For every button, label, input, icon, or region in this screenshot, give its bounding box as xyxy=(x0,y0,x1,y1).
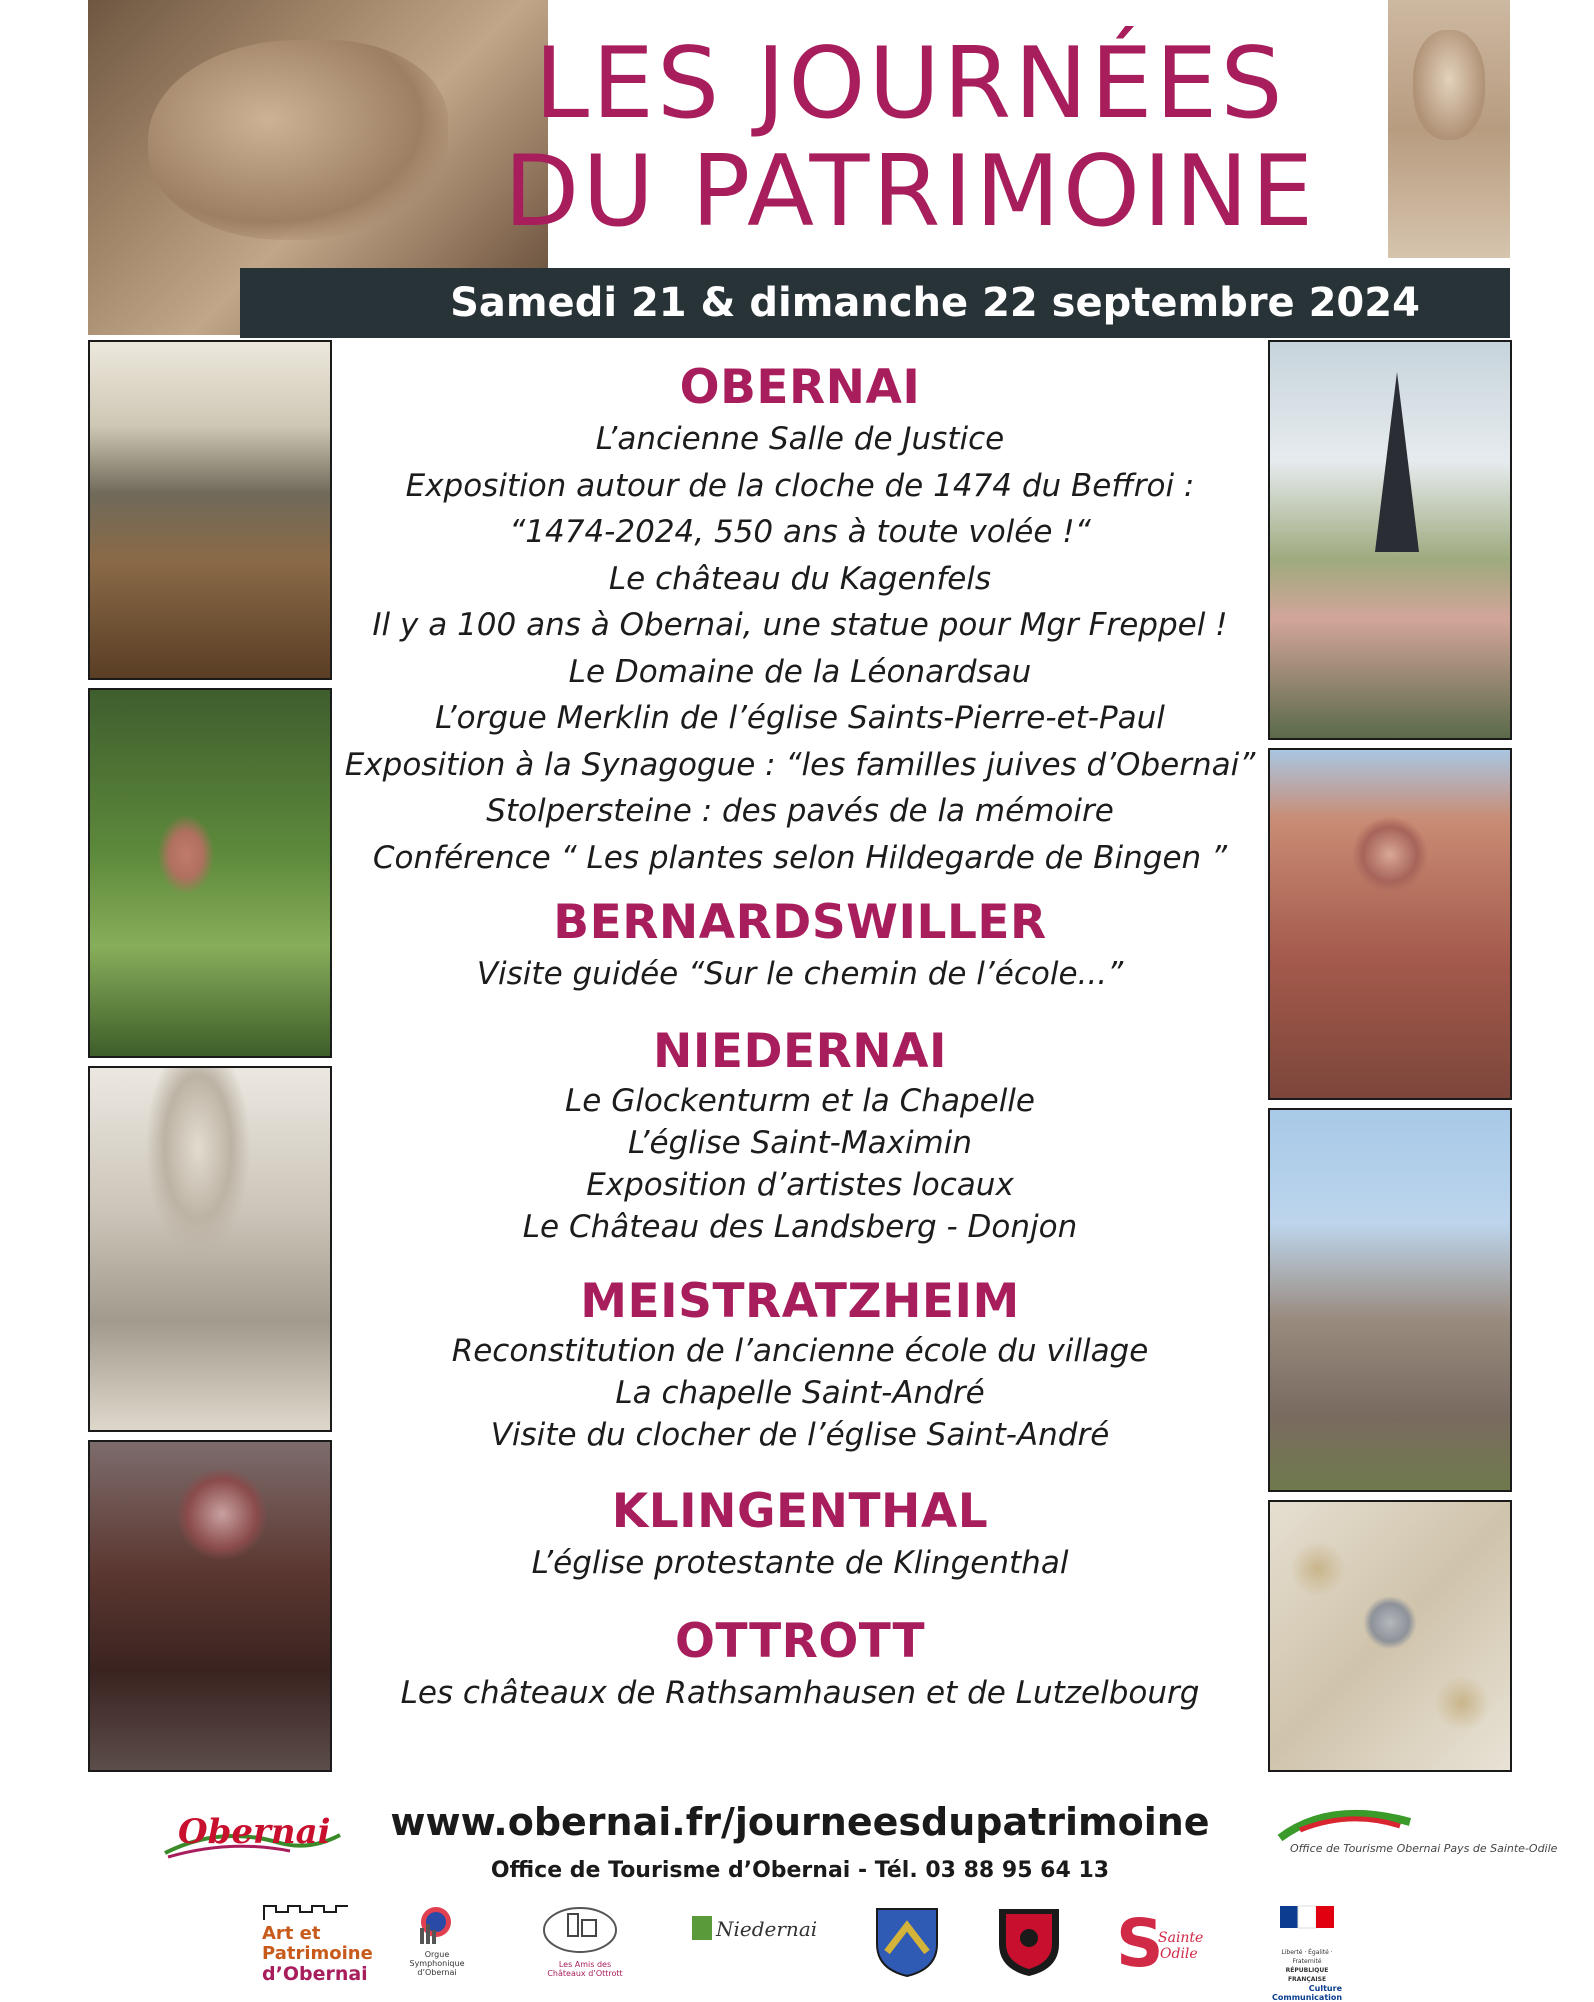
castle-tower-photo xyxy=(1268,1108,1512,1492)
svg-text:Odile: Odile xyxy=(1160,1946,1198,1962)
orgue-symphonique-logo xyxy=(402,1904,472,1984)
event-list xyxy=(340,1330,1260,1456)
town-name: MEISTRATZHEIM xyxy=(580,1273,1020,1329)
town-name: OTTROTT xyxy=(675,1614,925,1669)
pays-sainte-odile-logo xyxy=(1114,1904,1214,1984)
event-list xyxy=(340,1540,1260,1587)
title-line-2: DU PATRIMOINE xyxy=(503,135,1317,249)
obernai-wordmark: Obernai xyxy=(178,1812,331,1852)
coat-of-arms-red xyxy=(994,1904,1066,1984)
event-item: Exposition autour de la cloche de 1474 du Beffroi : xyxy=(405,467,1195,504)
culture-label: Culture Communication xyxy=(1272,1984,1343,2002)
event-item: Exposition d’artistes locaux xyxy=(586,1166,1014,1203)
svg-text:Sainte: Sainte xyxy=(1158,1930,1204,1946)
event-item: L’orgue Merklin de l’église Saints-Pierre-et-Paul xyxy=(435,700,1165,736)
event-item: Le Glockenturm et la Chapelle xyxy=(565,1082,1035,1119)
event-item: Visite guidée “Sur le chemin de l’école...” xyxy=(476,956,1124,992)
rf-motto: Liberté · Égalité · Fraternité xyxy=(1281,1949,1333,1965)
battlement-icon xyxy=(262,1904,352,1920)
french-flag-marianne xyxy=(1272,1904,1342,1944)
organ-emblem-icon xyxy=(402,1904,462,1946)
event-item: Exposition à la Synagogue : “les familles juives d’Obernai” xyxy=(344,746,1256,783)
town-section-niedernai xyxy=(340,1024,1260,1248)
town-name: OBERNAI xyxy=(679,360,921,415)
svg-text:S: S xyxy=(1116,1905,1164,1978)
rf-name: RÉPUBLIQUE FRANÇAISE xyxy=(1285,1967,1329,1983)
castle-sketch-icon xyxy=(540,1904,620,1956)
obernai-logo-mark xyxy=(160,1805,350,1865)
republique-francaise-logo xyxy=(1272,1904,1343,2002)
event-item: Le château du Kagenfels xyxy=(608,560,992,597)
obernai-logo xyxy=(160,1805,350,1865)
event-list xyxy=(340,416,1260,881)
art-patrimoine-name xyxy=(262,1923,373,1985)
mgr-freppel-portrait xyxy=(88,1066,332,1432)
niedernai-crest xyxy=(690,1904,820,1954)
ap-line-2: Patrimoine xyxy=(262,1943,373,1964)
orgue-label: Orgue Symphonique d’Obernai xyxy=(409,1950,465,1977)
event-item: L’église protestante de Klingenthal xyxy=(531,1544,1069,1581)
ap-line-3: d’Obernai xyxy=(262,1963,368,1985)
town-section-ottrott xyxy=(340,1614,1260,1717)
event-list xyxy=(340,1080,1260,1248)
niedernai-logo xyxy=(690,1904,820,1984)
church-steeple-photo xyxy=(1268,340,1512,740)
event-item: Le Domaine de la Léonardsau xyxy=(568,653,1032,690)
coat-of-arms-blue xyxy=(872,1904,944,1984)
event-item: Les châteaux de Rathsamhausen et de Lutzelbourg xyxy=(400,1675,1200,1711)
chateaux-label: Les Amis des Châteaux d’Ottrott xyxy=(547,1960,623,1978)
red-shield-icon xyxy=(994,1904,1064,1978)
event-item: L’église Saint-Maximin xyxy=(627,1124,973,1161)
title-line-1: LES JOURNÉES xyxy=(534,27,1286,141)
tourism-office-swoosh xyxy=(1270,1800,1420,1844)
town-section-meistratzheim xyxy=(340,1274,1260,1456)
event-item: Il y a 100 ans à Obernai, une statue pour Mgr Freppel ! xyxy=(372,607,1228,643)
event-dates: Samedi 21 & dimanche 22 septembre 2024 xyxy=(450,280,1420,326)
ap-line-1: Art et xyxy=(262,1923,321,1944)
town-section-obernai xyxy=(340,360,1260,881)
event-list xyxy=(340,1670,1260,1717)
event-item: “1474-2024, 550 ans à toute volée !“ xyxy=(509,514,1091,550)
website-link[interactable]: www.obernai.fr/journeesdupatrimoine xyxy=(390,1800,1210,1844)
leonardsau-manor-photo xyxy=(88,688,332,1058)
town-name: KLINGENTHAL xyxy=(611,1483,989,1539)
church-facade-photo xyxy=(1268,748,1512,1100)
town-name: BERNARDSWILLER xyxy=(553,895,1047,950)
old-classroom-photo xyxy=(88,340,332,680)
event-item: Le Château des Landsberg - Donjon xyxy=(522,1208,1078,1245)
carved-face-photo xyxy=(1388,0,1510,258)
date-band xyxy=(240,268,1510,338)
event-item: La chapelle Saint-André xyxy=(615,1374,985,1411)
page-title xyxy=(430,27,1390,249)
event-item: Stolpersteine : des pavés de la mémoire xyxy=(486,793,1114,829)
tourism-office-label: Office de Tourisme Obernai Pays de Sainte-Odile xyxy=(1290,1842,1558,1855)
event-item: Reconstitution de l’ancienne école du village xyxy=(451,1332,1149,1369)
event-item: Conférence “ Les plantes selon Hildegarde de Bingen ” xyxy=(372,839,1228,876)
town-name: NIEDERNAI xyxy=(653,1023,947,1079)
blue-shield-icon xyxy=(872,1904,942,1978)
event-list xyxy=(340,951,1260,998)
tourism-office-contact: Office de Tourisme d’Obernai - Tél. 03 88 95 64 13 xyxy=(490,1858,1110,1883)
ornate-ceiling-photo xyxy=(1268,1500,1512,1772)
church-organ-photo xyxy=(88,1440,332,1772)
town-section-bernardswiller xyxy=(340,895,1260,998)
town-section-klingenthal xyxy=(340,1484,1260,1587)
event-item: L’ancienne Salle de Justice xyxy=(595,421,1005,457)
tourism-office-logo xyxy=(1270,1800,1558,1870)
amis-chateaux-logo xyxy=(540,1904,630,1984)
art-patrimoine-logo xyxy=(262,1904,373,1985)
event-item: Visite du clocher de l’église Saint-André xyxy=(490,1416,1110,1453)
program xyxy=(340,360,1260,1717)
sainte-odile-mark xyxy=(1114,1904,1214,1978)
niedernai-wordmark: Niedernai xyxy=(716,1917,818,1941)
